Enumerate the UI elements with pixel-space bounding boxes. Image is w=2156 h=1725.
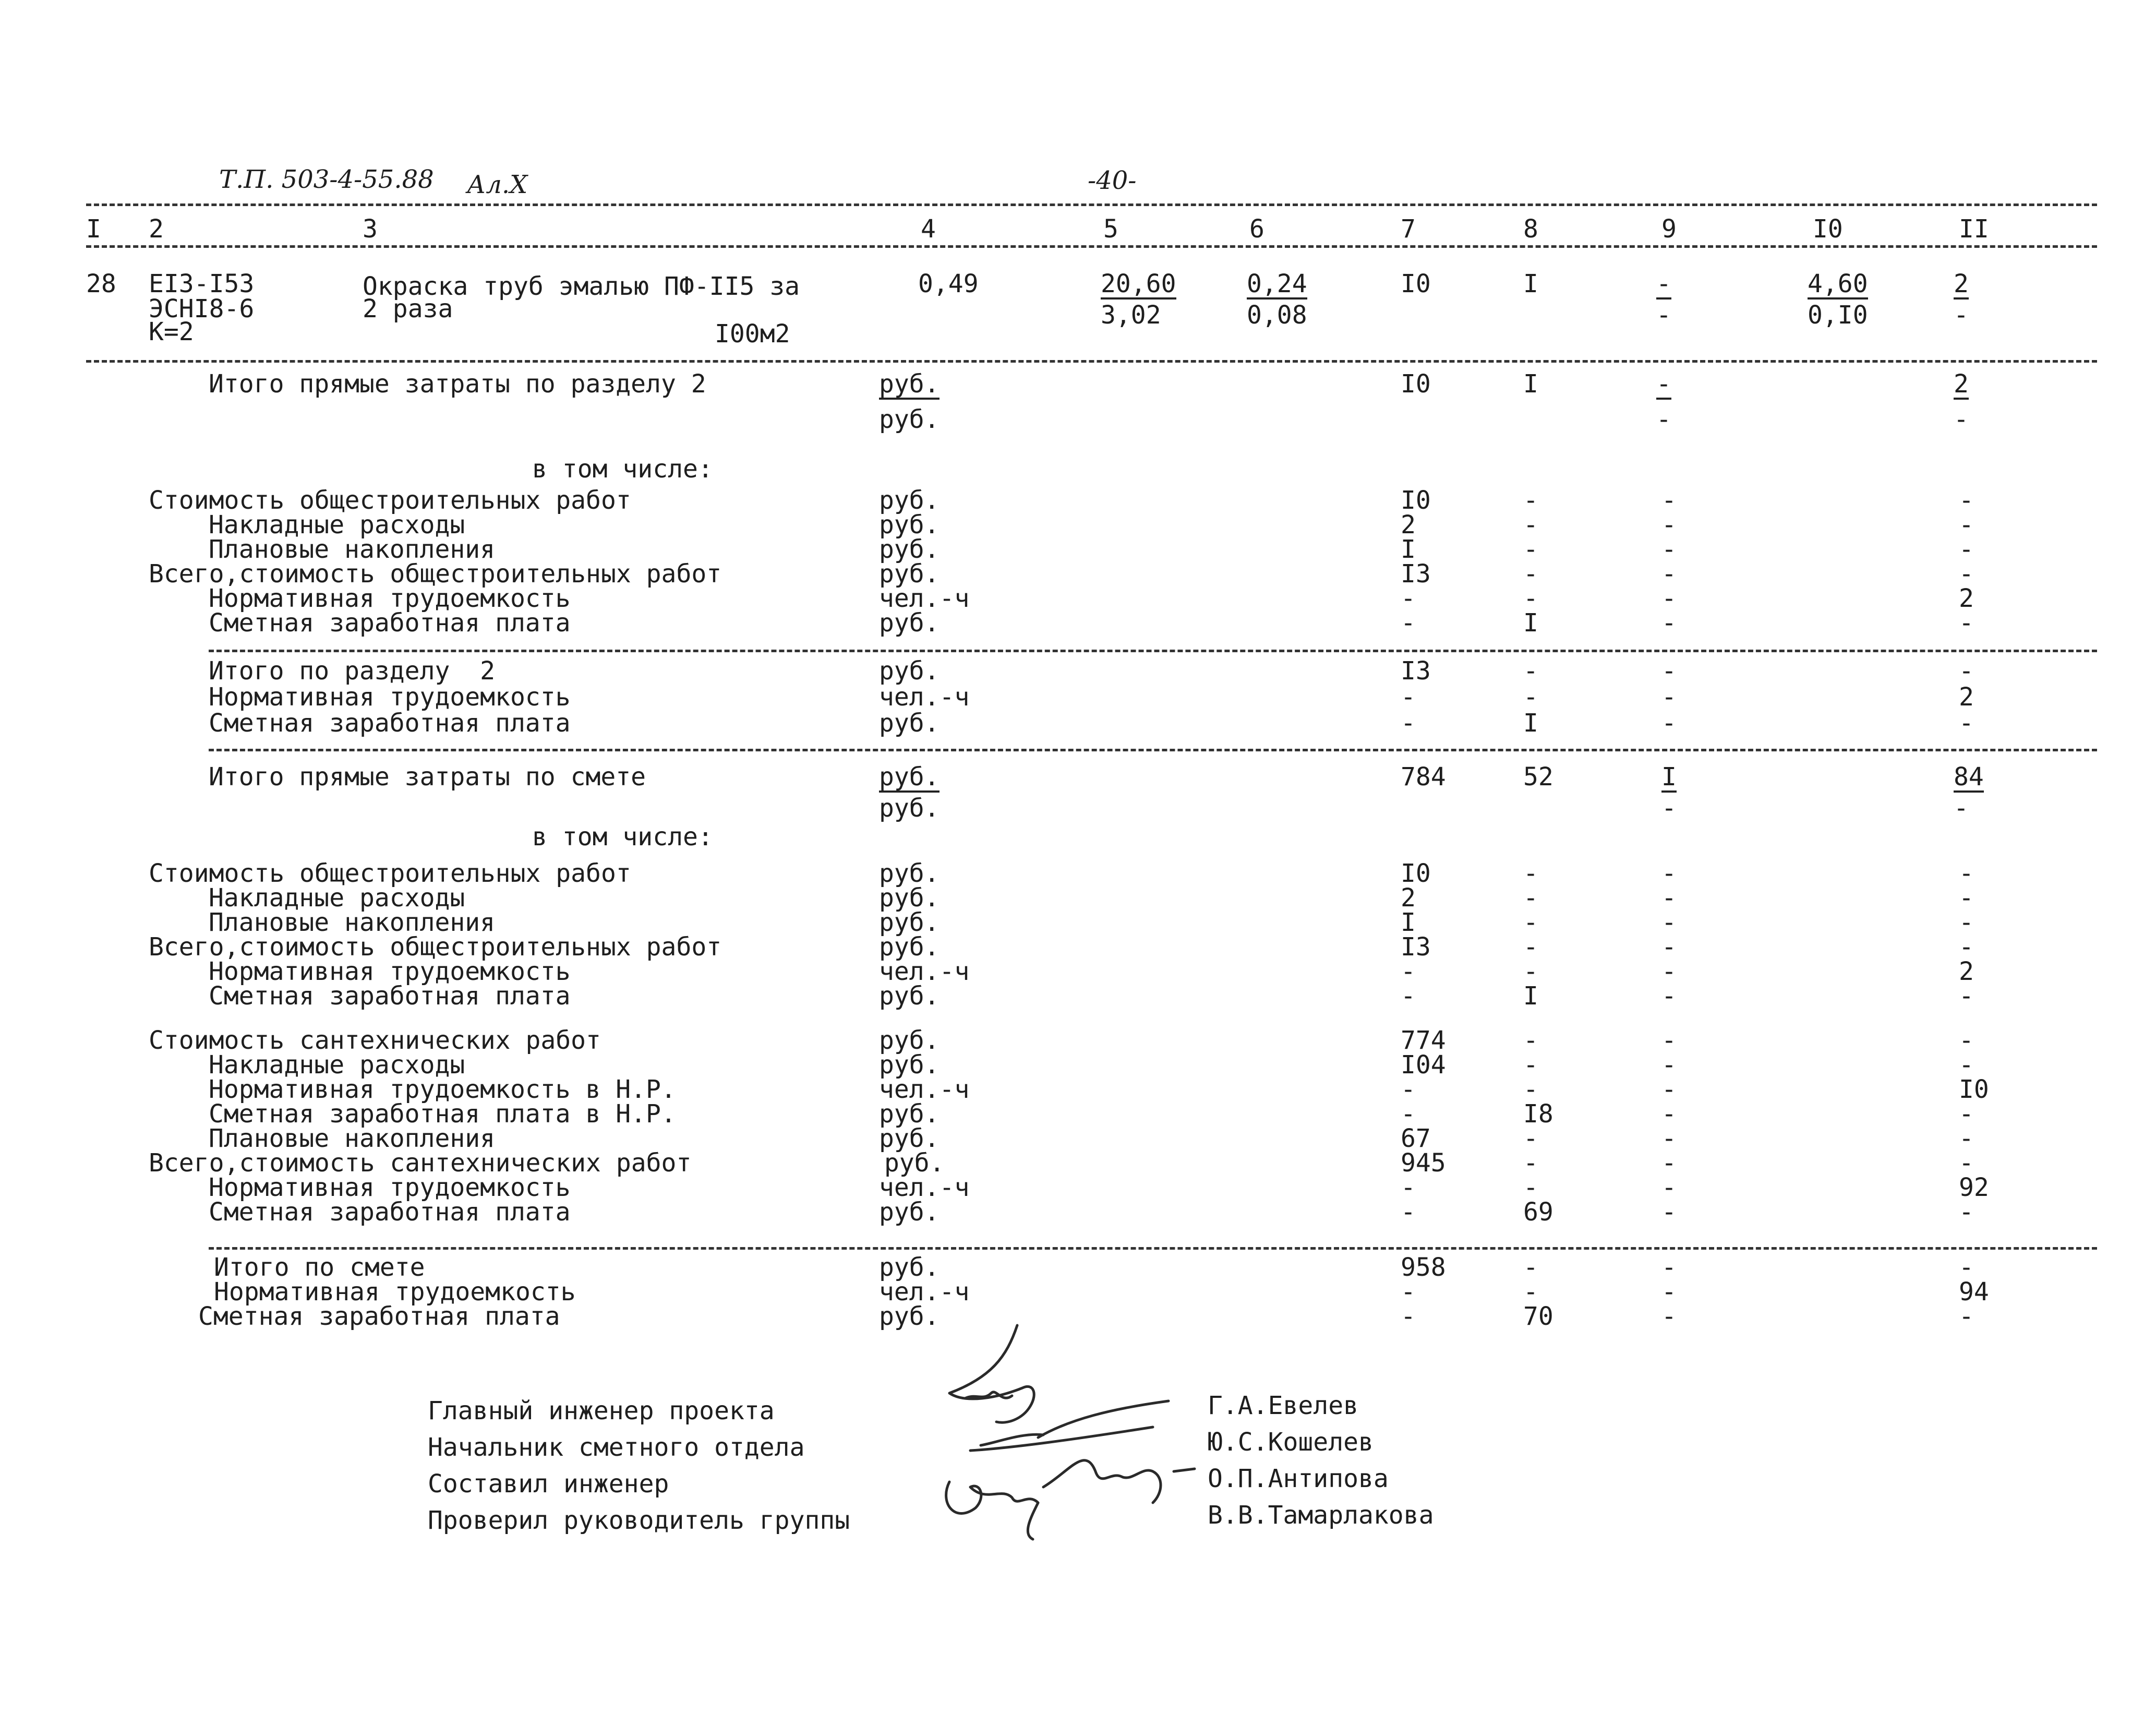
section2-total-col8: I: [1523, 369, 1538, 399]
s2-row-col9: -: [1661, 535, 1677, 564]
s2-subtotal-unit: руб.: [879, 656, 940, 686]
section2-total-col9-top: -: [1656, 369, 1671, 399]
s2-row-col7: I0: [1401, 486, 1431, 515]
signatory-name: Г.А.Евелев: [1208, 1391, 1358, 1420]
est-b-row-col11: -: [1959, 1099, 1974, 1129]
estimate-total-col9-bottom: -: [1661, 794, 1677, 823]
est-b-row-col8: -: [1523, 1173, 1538, 1202]
signatory-name: О.П.Антипова: [1208, 1464, 1389, 1493]
s2-subtotal-col11: -: [1959, 709, 1974, 738]
item-col11-bottom: -: [1954, 301, 1969, 330]
final-row-col11: -: [1959, 1302, 1974, 1331]
col-header-4: 4: [921, 214, 936, 244]
col-header-7: 7: [1401, 214, 1416, 244]
final-row-col11: 94: [1959, 1277, 1989, 1307]
item-col10-bottom: 0,I0: [1808, 301, 1868, 330]
est-b-row-col8: I8: [1523, 1099, 1553, 1129]
est-b-row-col11: -: [1959, 1026, 1974, 1055]
s2-subtotal-label: Итого по разделу 2: [209, 656, 496, 686]
s2-subtotal-col8: I: [1523, 709, 1538, 738]
s2-row-col8: I: [1523, 608, 1538, 638]
est-b-row-col9: -: [1661, 1173, 1677, 1202]
s2-row-unit: чел.-ч: [879, 584, 970, 613]
s2-subtotal-col7: I3: [1401, 656, 1431, 686]
est-b-row-unit: руб.: [879, 1050, 940, 1080]
est-a-row-col11: -: [1959, 883, 1974, 913]
est-a-row-col7: I0: [1401, 859, 1431, 888]
s2-row-col7: -: [1401, 608, 1416, 638]
est-a-row-label: Плановые накопления: [209, 908, 496, 937]
est-b-row-col7: -: [1401, 1099, 1416, 1129]
est-b-row-col9: -: [1661, 1148, 1677, 1178]
est-a-row-col9: -: [1661, 981, 1677, 1011]
est-a-row-unit: руб.: [879, 859, 940, 888]
rule-estimate: [209, 749, 2097, 751]
s2-row-col7: 2: [1401, 510, 1416, 540]
final-row-col7: -: [1401, 1277, 1416, 1307]
est-a-row-col11: -: [1959, 932, 1974, 962]
final-row-col9: -: [1661, 1277, 1677, 1307]
s2-row-col9: -: [1661, 608, 1677, 638]
est-b-row-col11: 92: [1959, 1173, 1989, 1202]
signatory-role: Составил инженер: [428, 1469, 669, 1499]
item-col5-bottom: 3,02: [1101, 301, 1161, 330]
s2-row-col11: -: [1959, 486, 1974, 515]
est-b-row-col8: -: [1523, 1075, 1538, 1104]
s2-subtotal-col8: -: [1523, 682, 1538, 712]
final-row-unit: руб.: [879, 1253, 940, 1282]
est-b-row-label: Нормативная трудоемкость: [209, 1173, 571, 1202]
s2-row-unit: руб.: [879, 535, 940, 564]
est-b-row-label: Нормативная трудоемкость в Н.Р.: [209, 1075, 676, 1104]
est-a-row-col11: -: [1959, 908, 1974, 937]
est-a-row-col9: -: [1661, 859, 1677, 888]
s2-subtotal-unit: руб.: [879, 709, 940, 738]
final-row-unit: руб.: [879, 1302, 940, 1331]
est-b-row-label: Накладные расходы: [209, 1050, 465, 1080]
section2-total-label: Итого прямые затраты по разделу 2: [209, 369, 706, 399]
final-row-col7: 958: [1401, 1253, 1446, 1282]
s2-row-col8: -: [1523, 486, 1538, 515]
est-b-row-col7: 945: [1401, 1148, 1446, 1178]
est-b-row-col9: -: [1661, 1075, 1677, 1104]
s2-row-col8: -: [1523, 510, 1538, 540]
est-b-row-col9: -: [1661, 1124, 1677, 1153]
estimate-total-unit-bottom: руб.: [879, 794, 940, 823]
s2-subtotal-col8: -: [1523, 656, 1538, 686]
est-b-row-col7: -: [1401, 1173, 1416, 1202]
est-a-row-unit: руб.: [879, 908, 940, 937]
est-a-row-col9: -: [1661, 908, 1677, 937]
s2-row-col9: -: [1661, 486, 1677, 515]
item-col9-bottom: -: [1656, 301, 1671, 330]
item-col5-top: 20,60: [1101, 269, 1176, 298]
s2-row-col11: 2: [1959, 584, 1974, 613]
item-unit: I00м2: [715, 319, 790, 349]
est-a-row-label: Всего,стоимость общестроительных работ: [149, 932, 722, 962]
s2-subtotal-col9: -: [1661, 682, 1677, 712]
est-a-row-col8: -: [1523, 932, 1538, 962]
col-header-8: 8: [1523, 214, 1538, 244]
item-col6-bottom: 0,08: [1247, 301, 1307, 330]
s2-row-col11: -: [1959, 608, 1974, 638]
item-code-1: EI3-I53: [149, 269, 255, 298]
s2-row-col8: -: [1523, 535, 1538, 564]
est-b-row-label: Стоимость сантехнических работ: [149, 1026, 601, 1055]
s2-row-col9: -: [1661, 559, 1677, 589]
s2-row-label: Накладные расходы: [209, 510, 465, 540]
est-b-row-unit: руб.: [879, 1099, 940, 1129]
album-number: Ал.Х: [467, 170, 528, 199]
section2-total-col9-bottom: -: [1656, 405, 1671, 434]
item-col11-top: 2: [1954, 269, 1969, 298]
item-number: 28: [86, 269, 116, 298]
est-b-row-col8: -: [1523, 1050, 1538, 1080]
est-b-row-unit: чел.-ч: [879, 1075, 970, 1104]
est-a-row-col7: I: [1401, 908, 1416, 937]
s2-subtotal-label: Нормативная трудоемкость: [209, 682, 571, 712]
est-b-row-col11: I0: [1959, 1075, 1989, 1104]
est-a-row-label: Сметная заработная плата: [209, 981, 571, 1011]
est-b-row-col11: -: [1959, 1148, 1974, 1178]
est-a-row-col7: -: [1401, 957, 1416, 986]
s2-row-col11: -: [1959, 510, 1974, 540]
final-row-col8: -: [1523, 1253, 1538, 1282]
estimate-total-unit-top: руб.: [879, 762, 940, 792]
item-quantity: 0,49: [918, 269, 979, 298]
estimate-total-col7: 784: [1401, 762, 1446, 792]
estimate-including-label: в том числе:: [532, 822, 713, 852]
est-a-row-col11: -: [1959, 859, 1974, 888]
est-a-row-col11: -: [1959, 981, 1974, 1011]
rule-top: [86, 203, 2097, 206]
est-a-row-unit: руб.: [879, 932, 940, 962]
col-header-10: I0: [1813, 214, 1843, 244]
s2-row-label: Нормативная трудоемкость: [209, 584, 571, 613]
est-a-row-col8: -: [1523, 859, 1538, 888]
rule-final: [209, 1247, 2097, 1250]
item-col6-top: 0,24: [1247, 269, 1307, 298]
est-b-row-label: Сметная заработная плата: [209, 1197, 571, 1227]
rule-section2: [86, 360, 2097, 363]
estimate-total-label: Итого прямые затраты по смете: [209, 762, 646, 792]
est-b-row-label: Сметная заработная плата в Н.Р.: [209, 1099, 676, 1129]
s2-row-label: Стоимость общестроительных работ: [149, 486, 631, 515]
estimate-total-col11-bottom: -: [1954, 794, 1969, 823]
section2-including-label: в том числе:: [532, 454, 713, 484]
final-row-label: Нормативная трудоемкость: [214, 1277, 576, 1307]
signatory-role: Начальник сметного отдела: [428, 1433, 805, 1462]
s2-subtotal-unit: чел.-ч: [879, 682, 970, 712]
col-header-5: 5: [1103, 214, 1118, 244]
s2-subtotal-col7: -: [1401, 682, 1416, 712]
s2-subtotal-label: Сметная заработная плата: [209, 709, 571, 738]
item-col7: I0: [1401, 269, 1431, 298]
handwritten-signatures: [934, 1315, 1205, 1555]
est-b-row-unit: руб.: [879, 1026, 940, 1055]
s2-row-unit: руб.: [879, 559, 940, 589]
s2-row-col11: -: [1959, 559, 1974, 589]
col-header-6: 6: [1249, 214, 1264, 244]
est-a-row-col9: -: [1661, 932, 1677, 962]
col-header-11: II: [1959, 214, 1989, 244]
signatory-name: Ю.С.Кошелев: [1208, 1428, 1374, 1457]
s2-row-col7: I: [1401, 535, 1416, 564]
final-row-col8: 70: [1523, 1302, 1553, 1331]
final-row-col9: -: [1661, 1302, 1677, 1331]
est-b-row-label: Всего,стоимость сантехнических работ: [149, 1148, 692, 1178]
est-a-row-unit: руб.: [879, 981, 940, 1011]
est-a-row-col11: 2: [1959, 957, 1974, 986]
est-b-row-label: Плановые накопления: [209, 1124, 496, 1153]
final-row-col7: -: [1401, 1302, 1416, 1331]
item-code-2: ЭCHI8-6: [149, 294, 255, 324]
signatory-role: Проверил руководитель группы: [428, 1506, 850, 1535]
est-b-row-col7: -: [1401, 1197, 1416, 1227]
est-a-row-col7: 2: [1401, 883, 1416, 913]
est-b-row-col11: -: [1959, 1050, 1974, 1080]
final-row-col11: -: [1959, 1253, 1974, 1282]
est-b-row-col9: -: [1661, 1050, 1677, 1080]
s2-row-unit: руб.: [879, 486, 940, 515]
s2-row-unit: руб.: [879, 608, 940, 638]
section2-total-col7: I0: [1401, 369, 1431, 399]
estimate-total-col9-top: I: [1661, 762, 1677, 792]
est-a-row-col8: -: [1523, 908, 1538, 937]
col-header-2: 2: [149, 214, 164, 244]
s2-row-col7: -: [1401, 584, 1416, 613]
final-row-label: Сметная заработная плата: [198, 1302, 560, 1331]
col-header-9: 9: [1661, 214, 1677, 244]
est-b-row-unit: руб.: [879, 1124, 940, 1153]
est-a-row-label: Накладные расходы: [209, 883, 465, 913]
s2-subtotal-col9: -: [1661, 656, 1677, 686]
doc-code: Т.П. 503-4-55.88: [219, 165, 434, 194]
item-col8: I: [1523, 269, 1538, 298]
final-row-label: Итого по смете: [214, 1253, 425, 1282]
section2-total-col11-top: 2: [1954, 369, 1969, 399]
est-a-row-col8: I: [1523, 981, 1538, 1011]
rule-header: [86, 245, 2097, 248]
s2-row-col8: -: [1523, 584, 1538, 613]
item-description-2: 2 раза: [363, 294, 453, 324]
s2-row-label: Сметная заработная плата: [209, 608, 571, 638]
est-b-row-col8: 69: [1523, 1197, 1553, 1227]
estimate-total-col8: 52: [1523, 762, 1553, 792]
item-col10-top: 4,60: [1808, 269, 1868, 298]
est-b-row-col7: I04: [1401, 1050, 1446, 1080]
rule-section2-total: [209, 650, 2097, 652]
est-a-row-col9: -: [1661, 957, 1677, 986]
s2-row-col11: -: [1959, 535, 1974, 564]
s2-row-col9: -: [1661, 584, 1677, 613]
est-b-row-col9: -: [1661, 1197, 1677, 1227]
s2-row-label: Плановые накопления: [209, 535, 496, 564]
est-a-row-label: Нормативная трудоемкость: [209, 957, 571, 986]
s2-subtotal-col11: -: [1959, 656, 1974, 686]
est-b-row-unit: руб.: [884, 1148, 945, 1178]
est-b-row-col7: 67: [1401, 1124, 1431, 1153]
s2-subtotal-col7: -: [1401, 709, 1416, 738]
s2-row-label: Всего,стоимость общестроительных работ: [149, 559, 722, 589]
final-row-unit: чел.-ч: [879, 1277, 970, 1307]
est-a-row-label: Стоимость общестроительных работ: [149, 859, 631, 888]
est-a-row-col8: -: [1523, 957, 1538, 986]
s2-row-unit: руб.: [879, 510, 940, 540]
col-header-1: I: [86, 214, 101, 244]
s2-row-col7: I3: [1401, 559, 1431, 589]
est-a-row-col7: -: [1401, 981, 1416, 1011]
est-a-row-col7: I3: [1401, 932, 1431, 962]
col-header-3: 3: [363, 214, 378, 244]
signatory-name: В.В.Тамарлакова: [1208, 1501, 1434, 1530]
est-b-row-col7: 774: [1401, 1026, 1446, 1055]
s2-subtotal-col11: 2: [1959, 682, 1974, 712]
est-b-row-col8: -: [1523, 1124, 1538, 1153]
est-b-row-col7: -: [1401, 1075, 1416, 1104]
item-description-1: Окраска труб эмалью ПФ-II5 за: [363, 272, 800, 301]
section2-total-col11-bottom: -: [1954, 405, 1969, 434]
section2-total-unit-top: руб.: [879, 369, 940, 399]
est-b-row-unit: руб.: [879, 1197, 940, 1227]
est-b-row-unit: чел.-ч: [879, 1173, 970, 1202]
est-b-row-col8: -: [1523, 1026, 1538, 1055]
est-a-row-unit: чел.-ч: [879, 957, 970, 986]
final-row-col8: -: [1523, 1277, 1538, 1307]
s2-row-col9: -: [1661, 510, 1677, 540]
est-b-row-col9: -: [1661, 1026, 1677, 1055]
est-a-row-col8: -: [1523, 883, 1538, 913]
signatory-role: Главный инженер проекта: [428, 1396, 775, 1425]
s2-subtotal-col9: -: [1661, 709, 1677, 738]
est-a-row-unit: руб.: [879, 883, 940, 913]
est-b-row-col11: -: [1959, 1124, 1974, 1153]
item-code-3: K=2: [149, 317, 194, 346]
s2-row-col8: -: [1523, 559, 1538, 589]
section2-total-unit-bottom: руб.: [879, 405, 940, 434]
est-b-row-col11: -: [1959, 1197, 1974, 1227]
est-b-row-col9: -: [1661, 1099, 1677, 1129]
item-col9-top: -: [1656, 269, 1671, 298]
est-a-row-col9: -: [1661, 883, 1677, 913]
page-number: -40-: [1088, 166, 1137, 195]
estimate-total-col11-top: 84: [1954, 762, 1984, 792]
est-b-row-col8: -: [1523, 1148, 1538, 1178]
final-row-col9: -: [1661, 1253, 1677, 1282]
